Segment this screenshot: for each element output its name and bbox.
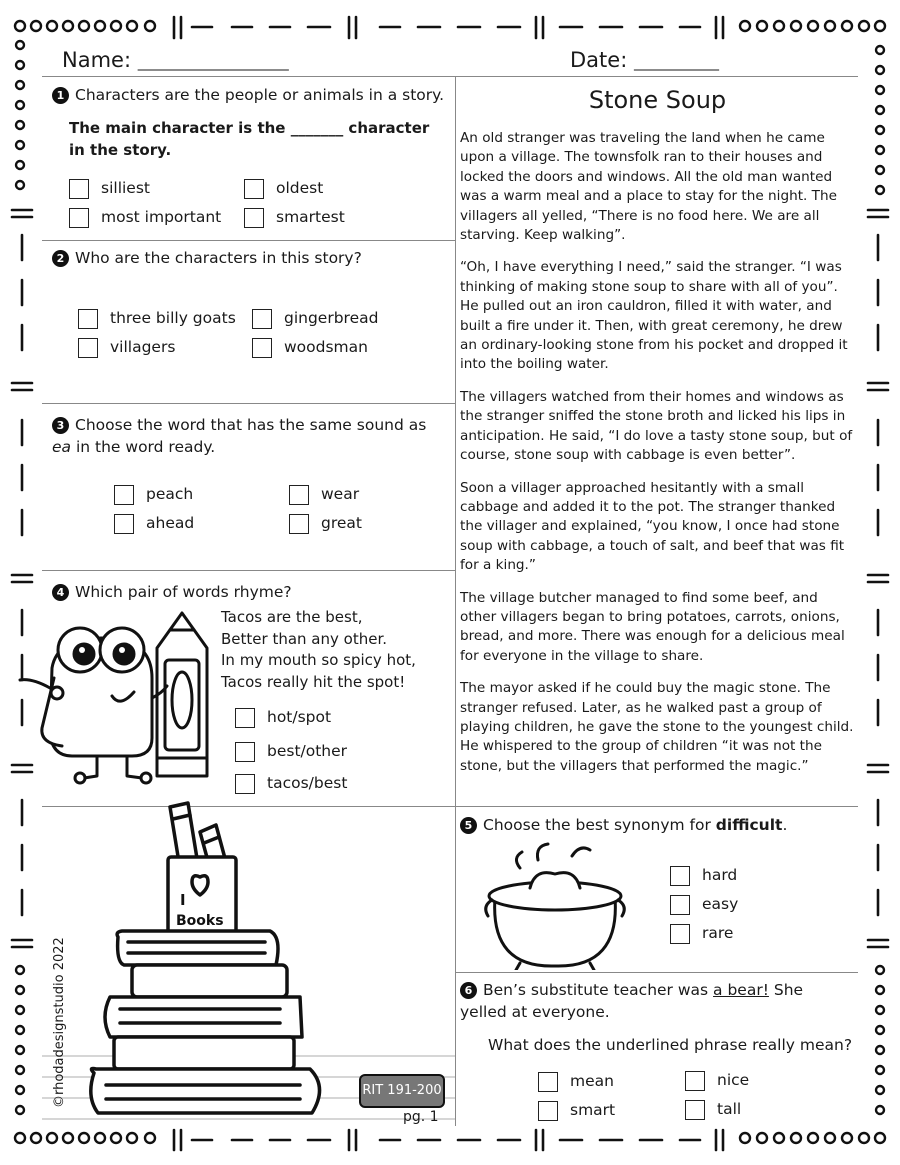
option-label: tall (717, 1100, 742, 1118)
q3-prompt-part: in the word ready. (71, 438, 216, 456)
option-label: silliest (101, 179, 150, 197)
checkbox[interactable] (235, 742, 255, 762)
cauldron-clipart (480, 838, 630, 970)
question-number-3: 3 (52, 417, 69, 434)
q4-option-hot-spot[interactable] (235, 705, 331, 729)
q5-prompt-bold: difficult (715, 816, 783, 834)
q2-divider (42, 403, 455, 404)
checkbox[interactable] (235, 774, 255, 794)
q2-option-gingerbread[interactable] (252, 306, 378, 330)
q3-prompt (52, 414, 447, 458)
date-line: ______________ (633, 55, 718, 71)
question-number-2: 2 (52, 250, 69, 267)
checkbox[interactable] (244, 179, 264, 199)
rit-badge: RIT 191-200 (359, 1074, 445, 1108)
q6-prompt-part: She yelled at everyone. (460, 981, 804, 1021)
q6-option-smart[interactable] (538, 1098, 615, 1122)
option-label: nice (717, 1071, 750, 1089)
q6-prompt (460, 979, 850, 1023)
page-number: pg. 1 (403, 1109, 439, 1125)
option-label: best/other (267, 742, 348, 760)
checkbox[interactable] (685, 1071, 705, 1091)
checkbox[interactable] (235, 708, 255, 728)
checkbox[interactable] (78, 338, 98, 358)
option-label: villagers (110, 338, 176, 356)
poem-line: Better than any other. (221, 629, 387, 648)
poem-line: In my mouth so spicy hot, (221, 651, 416, 669)
cup-text-books: Books (176, 913, 224, 929)
date-label: Date: (570, 48, 628, 72)
q4-prompt (52, 581, 447, 603)
checkbox[interactable] (685, 1100, 705, 1120)
option-label: gingerbread (284, 309, 379, 327)
story-paragraph: An old stranger was traveling the land when he came upon a village. The townsfolk ran to their houses and locked the doors and windows. All the old man wanted was a warm meal and a place to stay for the night. The villagers all yelled, “There is no food here. We are all starving. Keep walking”. (460, 130, 837, 244)
story-paragraph: The mayor asked if he could buy the magic stone. The stranger refused. Later, as he walked past a group of playing children, he gave the stone to the youngest child. He whispered to the group of children “it was not the stone, but the villagers that performed the magic.” (460, 680, 854, 774)
checkbox[interactable] (289, 485, 309, 505)
option-label: mean (570, 1072, 614, 1090)
checkbox[interactable] (289, 514, 309, 534)
story-body (460, 129, 857, 789)
rhyme-poem (221, 607, 416, 693)
date-field[interactable] (570, 48, 718, 72)
poem-line: Tacos really hit the spot! (221, 672, 406, 691)
story-paragraph: The villagers watched from their homes and windows as the stranger sniffed the stone broth and licked his lips in anticipation. He said, “I do love a tasty stone soup, but of course, stone soup with cabbage is even better”. (460, 388, 853, 464)
option-label: wear (321, 485, 360, 503)
poem-line: Tacos are the best, (221, 608, 363, 626)
option-label: smartest (276, 208, 345, 226)
q3-option-wear[interactable] (289, 482, 359, 506)
option-label: rare (702, 924, 734, 942)
q3-divider (42, 570, 455, 571)
q2-option-woodsman[interactable] (252, 335, 368, 359)
q1-option-smartest[interactable] (244, 205, 345, 229)
option-label: oldest (276, 179, 324, 197)
q1-option-silliest[interactable] (69, 176, 150, 200)
name-label: Name: (62, 48, 132, 72)
story-paragraph: “Oh, I have everything I need,” said the stranger. “I was thinking of making stone soup to share with all of you”. He pulled out an iron cauldron, filled it with water, and built a fire under it. Then, with great ceremony, he drew an ordinary-looking stone from his pocket and dropped it into the boiling water. (460, 259, 848, 373)
q5-option-hard[interactable] (670, 863, 737, 887)
checkbox[interactable] (252, 309, 272, 329)
book-stack-clipart (80, 797, 335, 1127)
header-rule (42, 76, 858, 77)
story-title: Stone Soup (588, 86, 727, 114)
q1-divider (42, 240, 455, 241)
q4-option-best-other[interactable] (235, 739, 347, 763)
checkbox[interactable] (69, 179, 89, 199)
option-label: peach (146, 485, 194, 503)
book-character-clipart (12, 608, 217, 788)
q6-prompt-part: Ben’s substitute teacher was (483, 981, 714, 999)
q1-sentence: The main character is the _______ character in the story. (69, 119, 430, 159)
option-label: smart (570, 1101, 616, 1119)
column-divider (455, 76, 456, 1126)
name-field[interactable] (62, 48, 288, 72)
option-label: hot/spot (267, 708, 332, 726)
q1-prompt (52, 84, 447, 106)
cup-text-i: I (180, 891, 186, 909)
q3-prompt-part: Choose the word that has the same sound as (75, 416, 427, 434)
q4-option-tacos-best[interactable] (235, 771, 347, 795)
option-label: woodsman (284, 338, 368, 356)
checkbox[interactable] (78, 309, 98, 329)
story-paragraph: The village butcher managed to find some beef, and other villagers began to bring potatoes, carrots, onions, bread, and more. There was enough for a delicious meal for everyone in the village to share. (460, 589, 845, 664)
checkbox[interactable] (114, 514, 134, 534)
option-label: great (321, 514, 362, 532)
q6-option-mean[interactable] (538, 1069, 614, 1093)
q6-option-nice[interactable] (685, 1068, 749, 1092)
checkbox[interactable] (69, 208, 89, 228)
q5-prompt-part: . (782, 816, 788, 834)
q1-prompt-text: Characters are the people or animals in a story. (75, 86, 445, 104)
question-number-4: 4 (52, 584, 69, 601)
q5-option-rare[interactable] (670, 921, 733, 945)
q2-option-three-billy-goats[interactable] (78, 306, 236, 330)
q6-question: What does the underlined phrase really mean? (488, 1036, 853, 1054)
checkbox[interactable] (252, 338, 272, 358)
q1-option-oldest[interactable] (244, 176, 323, 200)
name-line: _________________________ (137, 55, 288, 71)
q2-prompt (52, 247, 447, 269)
q1-option-most-important[interactable] (69, 205, 221, 229)
q6-option-tall[interactable] (685, 1097, 741, 1121)
checkbox[interactable] (538, 1072, 558, 1092)
option-label: easy (702, 895, 739, 913)
q2-option-villagers[interactable] (78, 335, 175, 359)
option-label: ahead (146, 514, 195, 532)
q3-option-ahead[interactable] (114, 511, 194, 535)
q3-prompt-emphasis: ea (52, 438, 72, 456)
q5-option-easy[interactable] (670, 892, 738, 916)
checkbox[interactable] (244, 208, 264, 228)
option-label: three billy goats (110, 309, 236, 327)
q3-option-peach[interactable] (114, 482, 193, 506)
q3-option-great[interactable] (289, 511, 362, 535)
checkbox[interactable] (670, 895, 690, 915)
q5-prompt-part: Choose the best synonym for (483, 816, 716, 834)
question-number-1: 1 (52, 87, 69, 104)
q6-underlined-phrase: a bear! (713, 981, 769, 999)
q5-prompt (460, 814, 855, 836)
checkbox[interactable] (114, 485, 134, 505)
option-label: hard (702, 866, 738, 884)
q4-prompt-text: Which pair of words rhyme? (75, 583, 292, 601)
q2-prompt-text: Who are the characters in this story? (75, 249, 362, 267)
checkbox[interactable] (670, 866, 690, 886)
copyright: ©rhodadesignstudio 2022 (52, 937, 67, 1108)
q5-divider (455, 972, 858, 973)
question-number-5: 5 (460, 817, 477, 834)
checkbox[interactable] (538, 1101, 558, 1121)
option-label: most important (101, 208, 222, 226)
option-label: tacos/best (267, 774, 348, 792)
checkbox[interactable] (670, 924, 690, 944)
question-number-6: 6 (460, 982, 477, 999)
story-paragraph: Soon a villager approached hesitantly with a small cabbage and added it to the pot. The stranger thanked the villager and explained, “you know, I once had stone soup with cabbage, a touch of salt, and beef that was fit for a king.” (460, 479, 845, 574)
